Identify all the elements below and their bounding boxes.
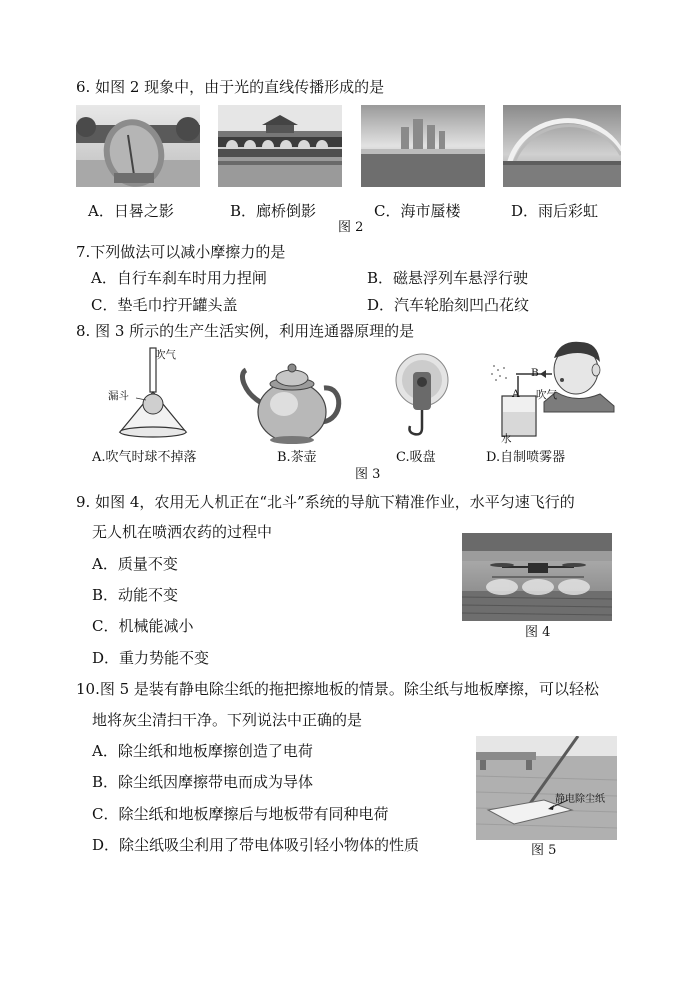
figure-4-caption: 图 4 [525,625,551,640]
q7-option-d[interactable]: D．汽车轮胎刻凹凸花纹 [367,296,530,314]
q9-option-a[interactable]: A．质量不变 [92,555,178,573]
suction-cup-figure [395,352,449,446]
bridge-reflection-image [218,105,342,187]
q9-stem-line1: 9. 如图 4，农用无人机正在“北斗”系统的导航下精准作业，水平匀速飞行的 [76,493,575,511]
sundial-image [76,105,200,187]
q7-stem: 7.下列做法可以减小摩擦力的是 [76,243,286,261]
q6-option-c[interactable]: C．海市蜃楼 [374,202,461,220]
drone-image [462,533,612,621]
q10-option-b[interactable]: B．除尘纸因摩擦带电而成为导体 [92,773,314,791]
blow-label-2: 吹气 [536,389,557,401]
dust-paper-label: 静电除尘纸 [555,794,605,805]
q6-stem: 6. 如图 2 现象中，由于光的直线传播形成的是 [76,78,385,96]
q8-option-a[interactable]: A.吹气时球不掉落 [92,450,197,465]
q8-option-d[interactable]: D.自制喷雾器 [486,450,566,465]
mirage-image [361,105,485,187]
teapot-figure [236,352,348,446]
figure-5-caption: 图 5 [531,843,557,858]
q10-option-a[interactable]: A．除尘纸和地板摩擦创造了电荷 [92,742,313,760]
q9-option-c[interactable]: C．机械能减小 [92,617,194,635]
water-label: 水 [501,433,512,445]
q7-option-a[interactable]: A．自行车刹车时用力捏闸 [91,269,267,287]
figure-3-caption: 图 3 [355,467,381,482]
q10-option-c[interactable]: C．除尘纸和地板摩擦后与地板带有同种电荷 [92,805,389,823]
q8-stem: 8. 图 3 所示的生产生活实例，利用连通器原理的是 [76,322,415,340]
blow-label: 吹气 [155,349,176,361]
funnel-label: 漏斗 [108,390,129,402]
q6-option-a[interactable]: A．日晷之影 [88,202,174,220]
q6-option-b[interactable]: B．廊桥倒影 [230,202,317,220]
q7-option-c[interactable]: C．垫毛巾拧开罐头盖 [91,296,238,314]
rainbow-image [503,105,621,187]
q9-option-d[interactable]: D．重力势能不变 [92,649,210,667]
q9-stem-line2: 无人机在喷洒农药的过程中 [92,523,273,541]
label-b: B [531,367,539,379]
figure-2-caption: 图 2 [338,220,364,235]
q10-stem-line2: 地将灰尘清扫干净。下列说法中正确的是 [92,711,363,729]
q10-option-d[interactable]: D．除尘纸吸尘利用了带电体吸引轻小物体的性质 [92,836,420,854]
q8-option-b[interactable]: B.茶壶 [277,450,317,465]
q10-stem-line1: 10.图 5 是装有静电除尘纸的拖把擦地板的情景。除尘纸与地板摩擦，可以轻松 [76,680,599,698]
q9-option-b[interactable]: B．动能不变 [92,586,179,604]
q6-option-d[interactable]: D．雨后彩虹 [511,202,599,220]
label-a: A [512,388,520,400]
q8-option-c[interactable]: C.吸盘 [396,450,436,465]
mop-image [476,736,617,840]
q7-option-b[interactable]: B．磁悬浮列车悬浮行驶 [367,269,529,287]
